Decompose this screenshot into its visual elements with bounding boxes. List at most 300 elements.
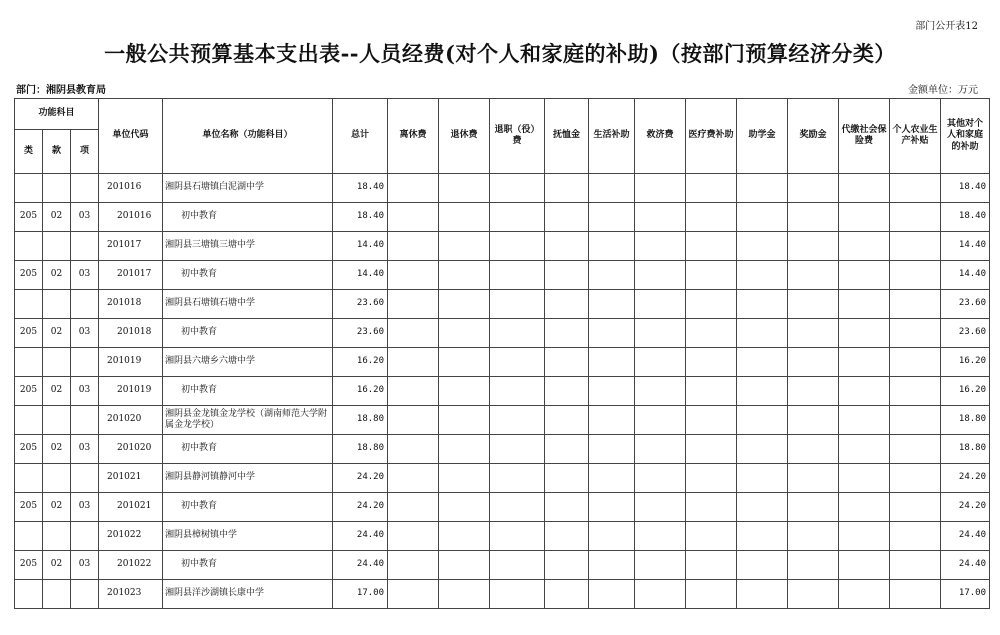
cell-empty: [737, 580, 788, 609]
table-row: [15, 522, 990, 551]
cell-empty: [439, 377, 490, 406]
cell-empty: [788, 348, 839, 377]
cell-empty: [439, 435, 490, 464]
header-social-insurance: 代缴社会保险费: [839, 99, 890, 174]
cell-empty: [686, 261, 737, 290]
cell-other-subsidy: 18.80: [941, 406, 990, 435]
cell-empty: [737, 406, 788, 435]
cell-empty: [388, 203, 439, 232]
cell-empty: [388, 348, 439, 377]
cell-unit-code: 201022: [99, 522, 163, 551]
header-agri-subsidy: 个人农业生产补贴: [890, 99, 941, 174]
cell-empty: [839, 406, 890, 435]
cell-empty: [490, 290, 545, 319]
cell-empty: [589, 261, 635, 290]
cell-other-subsidy: 14.40: [941, 261, 990, 290]
cell-xiang: 03: [71, 435, 99, 464]
cell-empty: [890, 435, 941, 464]
cell-empty: [545, 261, 589, 290]
cell-empty: [439, 493, 490, 522]
cell-empty: [839, 377, 890, 406]
table-row: [15, 464, 990, 493]
cell-unit-name: 初中教育: [163, 493, 333, 522]
cell-empty: [589, 203, 635, 232]
cell-other-subsidy: 24.40: [941, 551, 990, 580]
cell-unit-code: 201019: [99, 377, 163, 406]
cell-lei: [15, 580, 43, 609]
cell-empty: [788, 551, 839, 580]
cell-kuan: [43, 348, 71, 377]
cell-empty: [839, 174, 890, 203]
cell-empty: [388, 261, 439, 290]
cell-empty: [545, 406, 589, 435]
cell-empty: [686, 290, 737, 319]
cell-unit-code: 201020: [99, 435, 163, 464]
cell-empty: [788, 290, 839, 319]
cell-empty: [545, 174, 589, 203]
cell-empty: [635, 464, 686, 493]
table-row: [15, 377, 990, 406]
cell-empty: [686, 377, 737, 406]
cell-unit-code: 201017: [99, 261, 163, 290]
cell-empty: [545, 348, 589, 377]
cell-empty: [589, 174, 635, 203]
cell-empty: [788, 203, 839, 232]
cell-empty: [490, 551, 545, 580]
page-title: 一般公共预算基本支出表--人员经费(对个人和家庭的补助)（按部门预算经济分类）: [104, 41, 896, 66]
cell-unit-name: 初中教育: [163, 435, 333, 464]
cell-empty: [545, 232, 589, 261]
cell-empty: [589, 290, 635, 319]
cell-empty: [788, 319, 839, 348]
cell-lei: 205: [15, 435, 43, 464]
table-row: [15, 232, 990, 261]
cell-empty: [388, 464, 439, 493]
cell-empty: [890, 493, 941, 522]
cell-empty: [545, 464, 589, 493]
cell-xiang: [71, 232, 99, 261]
cell-empty: [490, 464, 545, 493]
cell-empty: [545, 290, 589, 319]
cell-xiang: [71, 406, 99, 435]
cell-empty: [890, 319, 941, 348]
cell-other-subsidy: 18.40: [941, 174, 990, 203]
cell-unit-name: 湘阴县六塘乡六塘中学: [163, 348, 333, 377]
cell-empty: [635, 493, 686, 522]
cell-empty: [890, 290, 941, 319]
cell-empty: [686, 348, 737, 377]
cell-empty: [490, 522, 545, 551]
cell-unit-name: 初中教育: [163, 319, 333, 348]
header-retirement: 退休费: [439, 99, 490, 174]
cell-empty: [589, 551, 635, 580]
cell-kuan: [43, 580, 71, 609]
cell-other-subsidy: 18.40: [941, 203, 990, 232]
table-row: [15, 203, 990, 232]
cell-empty: [490, 232, 545, 261]
cell-empty: [788, 232, 839, 261]
header-total: 总计: [333, 99, 388, 174]
cell-unit-code: 201021: [99, 464, 163, 493]
cell-xiang: [71, 290, 99, 319]
cell-empty: [490, 406, 545, 435]
cell-xiang: 03: [71, 377, 99, 406]
cell-other-subsidy: 24.20: [941, 493, 990, 522]
cell-other-subsidy: 18.80: [941, 435, 990, 464]
cell-total: 16.20: [333, 377, 388, 406]
cell-empty: [890, 232, 941, 261]
header-kuan: 款: [43, 130, 71, 174]
header-unit-code: 单位代码: [99, 99, 163, 174]
cell-empty: [388, 319, 439, 348]
cell-empty: [839, 203, 890, 232]
header-medical-subsidy: 医疗费补助: [686, 99, 737, 174]
cell-empty: [490, 174, 545, 203]
table-row: [15, 435, 990, 464]
cell-empty: [635, 232, 686, 261]
cell-total: 18.40: [333, 203, 388, 232]
cell-total: 18.40: [333, 174, 388, 203]
cell-empty: [439, 580, 490, 609]
cell-empty: [686, 174, 737, 203]
cell-lei: [15, 348, 43, 377]
cell-empty: [737, 493, 788, 522]
cell-kuan: [43, 174, 71, 203]
cell-empty: [839, 290, 890, 319]
cell-empty: [635, 348, 686, 377]
cell-empty: [839, 551, 890, 580]
cell-empty: [490, 435, 545, 464]
expenditure-table: [14, 98, 990, 609]
cell-xiang: 03: [71, 203, 99, 232]
cell-empty: [635, 580, 686, 609]
cell-empty: [788, 261, 839, 290]
cell-unit-code: 201021: [99, 493, 163, 522]
cell-unit-name: 初中教育: [163, 551, 333, 580]
cell-empty: [545, 319, 589, 348]
cell-empty: [788, 377, 839, 406]
table-row: [15, 493, 990, 522]
cell-lei: [15, 464, 43, 493]
cell-unit-code: 201018: [99, 319, 163, 348]
cell-unit-name: 湘阴县静河镇静河中学: [163, 464, 333, 493]
cell-empty: [788, 493, 839, 522]
cell-empty: [839, 261, 890, 290]
cell-kuan: 02: [43, 319, 71, 348]
cell-total: 16.20: [333, 348, 388, 377]
cell-empty: [890, 464, 941, 493]
cell-other-subsidy: 14.40: [941, 232, 990, 261]
cell-empty: [737, 435, 788, 464]
cell-empty: [890, 406, 941, 435]
cell-empty: [686, 522, 737, 551]
cell-empty: [490, 493, 545, 522]
cell-empty: [890, 377, 941, 406]
cell-xiang: 03: [71, 493, 99, 522]
table-row: [15, 406, 990, 435]
cell-empty: [890, 174, 941, 203]
header-other-subsidy: 其他对个人和家庭的补助: [941, 99, 990, 174]
cell-empty: [737, 464, 788, 493]
cell-xiang: 03: [71, 551, 99, 580]
cell-total: 14.40: [333, 261, 388, 290]
cell-empty: [589, 232, 635, 261]
cell-empty: [839, 435, 890, 464]
cell-unit-name: 初中教育: [163, 203, 333, 232]
cell-empty: [635, 290, 686, 319]
cell-lei: [15, 406, 43, 435]
cell-empty: [788, 580, 839, 609]
cell-empty: [686, 551, 737, 580]
cell-unit-code: 201020: [99, 406, 163, 435]
header-resignation: 退职（役）费: [490, 99, 545, 174]
cell-empty: [737, 319, 788, 348]
cell-other-subsidy: 16.20: [941, 348, 990, 377]
cell-total: 23.60: [333, 290, 388, 319]
cell-empty: [490, 348, 545, 377]
cell-empty: [439, 522, 490, 551]
cell-other-subsidy: 24.20: [941, 464, 990, 493]
cell-kuan: 02: [43, 261, 71, 290]
cell-empty: [490, 580, 545, 609]
cell-unit-name: 湘阴县石塘镇白泥湖中学: [163, 174, 333, 203]
cell-lei: 205: [15, 261, 43, 290]
header-func-subject: 功能科目: [15, 99, 99, 130]
cell-empty: [890, 261, 941, 290]
cell-unit-name: 初中教育: [163, 261, 333, 290]
cell-kuan: 02: [43, 493, 71, 522]
cell-empty: [589, 522, 635, 551]
cell-empty: [388, 522, 439, 551]
cell-empty: [737, 377, 788, 406]
cell-empty: [490, 203, 545, 232]
cell-empty: [635, 203, 686, 232]
cell-kuan: 02: [43, 203, 71, 232]
cell-kuan: [43, 232, 71, 261]
cell-kuan: 02: [43, 551, 71, 580]
header-pension: 抚恤金: [545, 99, 589, 174]
cell-empty: [388, 232, 439, 261]
cell-lei: 205: [15, 493, 43, 522]
cell-unit-name: 湘阴县洋沙湖镇长康中学: [163, 580, 333, 609]
cell-kuan: 02: [43, 435, 71, 464]
cell-unit-code: 201017: [99, 232, 163, 261]
cell-kuan: [43, 464, 71, 493]
header-xiang: 项: [71, 130, 99, 174]
cell-total: 18.80: [333, 435, 388, 464]
cell-total: 24.40: [333, 522, 388, 551]
cell-empty: [635, 261, 686, 290]
cell-empty: [490, 261, 545, 290]
cell-unit-name: 湘阴县三塘镇三塘中学: [163, 232, 333, 261]
cell-lei: 205: [15, 319, 43, 348]
cell-unit-name: 湘阴县石塘镇石塘中学: [163, 290, 333, 319]
cell-empty: [635, 551, 686, 580]
cell-empty: [545, 203, 589, 232]
cell-total: 24.40: [333, 551, 388, 580]
cell-xiang: [71, 464, 99, 493]
cell-empty: [737, 348, 788, 377]
cell-empty: [589, 406, 635, 435]
cell-empty: [589, 348, 635, 377]
cell-empty: [388, 377, 439, 406]
cell-empty: [788, 435, 839, 464]
cell-total: 18.80: [333, 406, 388, 435]
cell-other-subsidy: 23.60: [941, 290, 990, 319]
cell-empty: [439, 551, 490, 580]
cell-empty: [788, 522, 839, 551]
header-unit-name: 单位名称（功能科目）: [163, 99, 333, 174]
cell-empty: [686, 435, 737, 464]
cell-lei: [15, 290, 43, 319]
cell-empty: [589, 464, 635, 493]
cell-kuan: [43, 290, 71, 319]
cell-empty: [490, 377, 545, 406]
cell-empty: [890, 348, 941, 377]
cell-total: 23.60: [333, 319, 388, 348]
cell-lei: [15, 174, 43, 203]
cell-unit-name: 湘阴县金龙镇金龙学校（湖南师范大学附属金龙学校）: [163, 406, 333, 435]
cell-kuan: 02: [43, 377, 71, 406]
cell-empty: [545, 522, 589, 551]
cell-empty: [686, 232, 737, 261]
cell-empty: [545, 580, 589, 609]
header-living-subsidy: 生活补助: [589, 99, 635, 174]
cell-unit-name: 湘阴县樟树镇中学: [163, 522, 333, 551]
cell-empty: [686, 464, 737, 493]
cell-empty: [839, 319, 890, 348]
cell-lei: [15, 522, 43, 551]
cell-empty: [545, 551, 589, 580]
cell-unit-name: 初中教育: [163, 377, 333, 406]
cell-total: 24.20: [333, 464, 388, 493]
cell-xiang: 03: [71, 319, 99, 348]
cell-empty: [686, 580, 737, 609]
cell-other-subsidy: 23.60: [941, 319, 990, 348]
cell-empty: [388, 493, 439, 522]
amount-unit-label: 金额单位：万元: [908, 85, 978, 96]
table-row: [15, 174, 990, 203]
cell-empty: [890, 580, 941, 609]
cell-empty: [439, 464, 490, 493]
cell-empty: [589, 435, 635, 464]
cell-xiang: [71, 174, 99, 203]
cell-lei: 205: [15, 377, 43, 406]
cell-empty: [737, 290, 788, 319]
cell-total: 14.40: [333, 232, 388, 261]
cell-empty: [839, 580, 890, 609]
cell-empty: [388, 435, 439, 464]
cell-empty: [439, 232, 490, 261]
cell-empty: [890, 522, 941, 551]
cell-empty: [839, 232, 890, 261]
cell-empty: [635, 377, 686, 406]
cell-empty: [635, 174, 686, 203]
cell-empty: [737, 232, 788, 261]
cell-lei: 205: [15, 551, 43, 580]
cell-lei: [15, 232, 43, 261]
cell-empty: [737, 551, 788, 580]
header-relief: 救济费: [635, 99, 686, 174]
cell-empty: [635, 435, 686, 464]
cell-empty: [839, 464, 890, 493]
cell-empty: [545, 493, 589, 522]
cell-empty: [589, 580, 635, 609]
cell-empty: [545, 435, 589, 464]
cell-empty: [635, 406, 686, 435]
cell-empty: [589, 377, 635, 406]
cell-empty: [439, 290, 490, 319]
cell-empty: [737, 522, 788, 551]
cell-unit-code: 201018: [99, 290, 163, 319]
cell-unit-code: 201019: [99, 348, 163, 377]
table-row: [15, 261, 990, 290]
cell-empty: [589, 319, 635, 348]
cell-xiang: [71, 522, 99, 551]
cell-other-subsidy: 17.00: [941, 580, 990, 609]
cell-empty: [686, 203, 737, 232]
cell-empty: [439, 203, 490, 232]
cell-total: 17.00: [333, 580, 388, 609]
header-lei: 类: [15, 130, 43, 174]
cell-empty: [839, 493, 890, 522]
cell-empty: [439, 261, 490, 290]
cell-unit-code: 201022: [99, 551, 163, 580]
cell-empty: [788, 174, 839, 203]
cell-empty: [439, 348, 490, 377]
cell-xiang: [71, 580, 99, 609]
cell-xiang: 03: [71, 261, 99, 290]
cell-empty: [635, 319, 686, 348]
cell-empty: [737, 203, 788, 232]
table-row: [15, 348, 990, 377]
table-row: [15, 319, 990, 348]
department-label: 部门：湘阴县教育局: [16, 85, 106, 96]
cell-xiang: [71, 348, 99, 377]
cell-empty: [439, 174, 490, 203]
header-scholarship: 助学金: [737, 99, 788, 174]
table-row: [15, 290, 990, 319]
cell-unit-code: 201023: [99, 580, 163, 609]
cell-empty: [545, 377, 589, 406]
cell-empty: [589, 493, 635, 522]
cell-empty: [890, 203, 941, 232]
cell-unit-code: 201016: [99, 203, 163, 232]
cell-kuan: [43, 522, 71, 551]
cell-lei: 205: [15, 203, 43, 232]
cell-empty: [839, 522, 890, 551]
cell-empty: [686, 493, 737, 522]
cell-empty: [839, 348, 890, 377]
cell-empty: [737, 174, 788, 203]
table-row: [15, 551, 990, 580]
cell-empty: [686, 319, 737, 348]
cell-empty: [890, 551, 941, 580]
cell-other-subsidy: 16.20: [941, 377, 990, 406]
cell-unit-code: 201016: [99, 174, 163, 203]
cell-other-subsidy: 24.40: [941, 522, 990, 551]
header-retirement-cadre: 离休费: [388, 99, 439, 174]
cell-empty: [388, 551, 439, 580]
table-row: [15, 580, 990, 609]
cell-empty: [388, 174, 439, 203]
cell-empty: [490, 319, 545, 348]
cell-empty: [439, 406, 490, 435]
form-number: 部门公开表12: [915, 21, 978, 32]
cell-empty: [788, 406, 839, 435]
cell-empty: [686, 406, 737, 435]
cell-empty: [737, 261, 788, 290]
